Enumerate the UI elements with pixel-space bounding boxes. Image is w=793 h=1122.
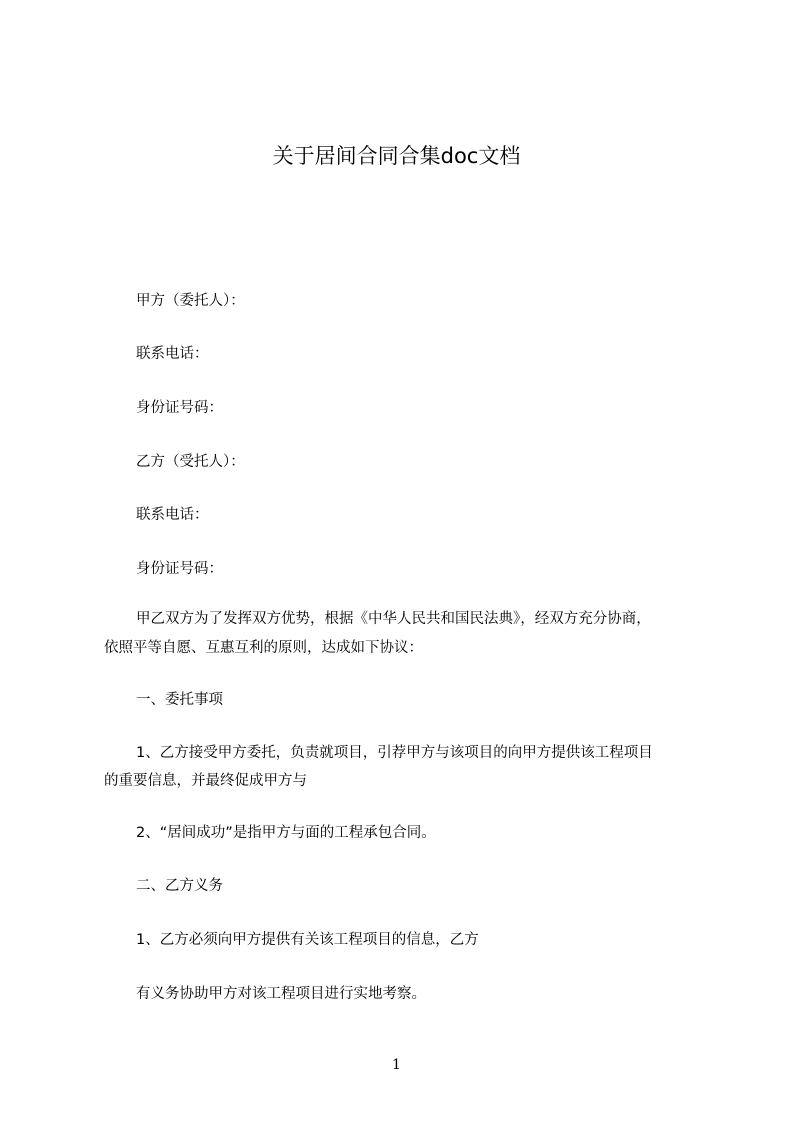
obligation-1-continued: 有义务协助甲方对该工程项目进行实地考察。 (136, 986, 426, 1002)
party-a-phone-label: 联系电话： (136, 346, 209, 362)
page-title: 关于居间合同合集doc文档 (272, 144, 521, 168)
clause-1-line-2: 的重要信息，并最终促成甲方与 (104, 773, 307, 789)
page-number: 1 (392, 1057, 401, 1073)
party-b-id-label: 身份证号码： (136, 561, 223, 577)
clause-2: 2、“居间成功”是指甲方与面的工程承包合同。 (136, 825, 436, 841)
clause-1-line-1: 1、乙方接受甲方委托，负责就项目，引荐甲方与该项目的向甲方提供该工程项目 (136, 745, 653, 761)
section-heading-party-b-obligations: 二、乙方义务 (136, 878, 223, 894)
party-a-id-label: 身份证号码： (136, 400, 223, 416)
party-b-label: 乙方（受托人）： (136, 454, 245, 470)
section-heading-entrusted-matters: 一、委托事项 (136, 692, 223, 708)
party-b-phone-label: 联系电话： (136, 507, 209, 523)
intro-paragraph-line-2: 依照平等自愿、互惠互利的原则，达成如下协议： (104, 640, 423, 656)
intro-paragraph-line-1: 甲乙双方为了发挥双方优势，根据《中华人民共和国民法典》，经双方充分协商， (136, 611, 651, 627)
party-a-label: 甲方（委托人）： (136, 293, 245, 309)
obligation-1: 1、乙方必须向甲方提供有关该工程项目的信息，乙方 (136, 932, 479, 948)
